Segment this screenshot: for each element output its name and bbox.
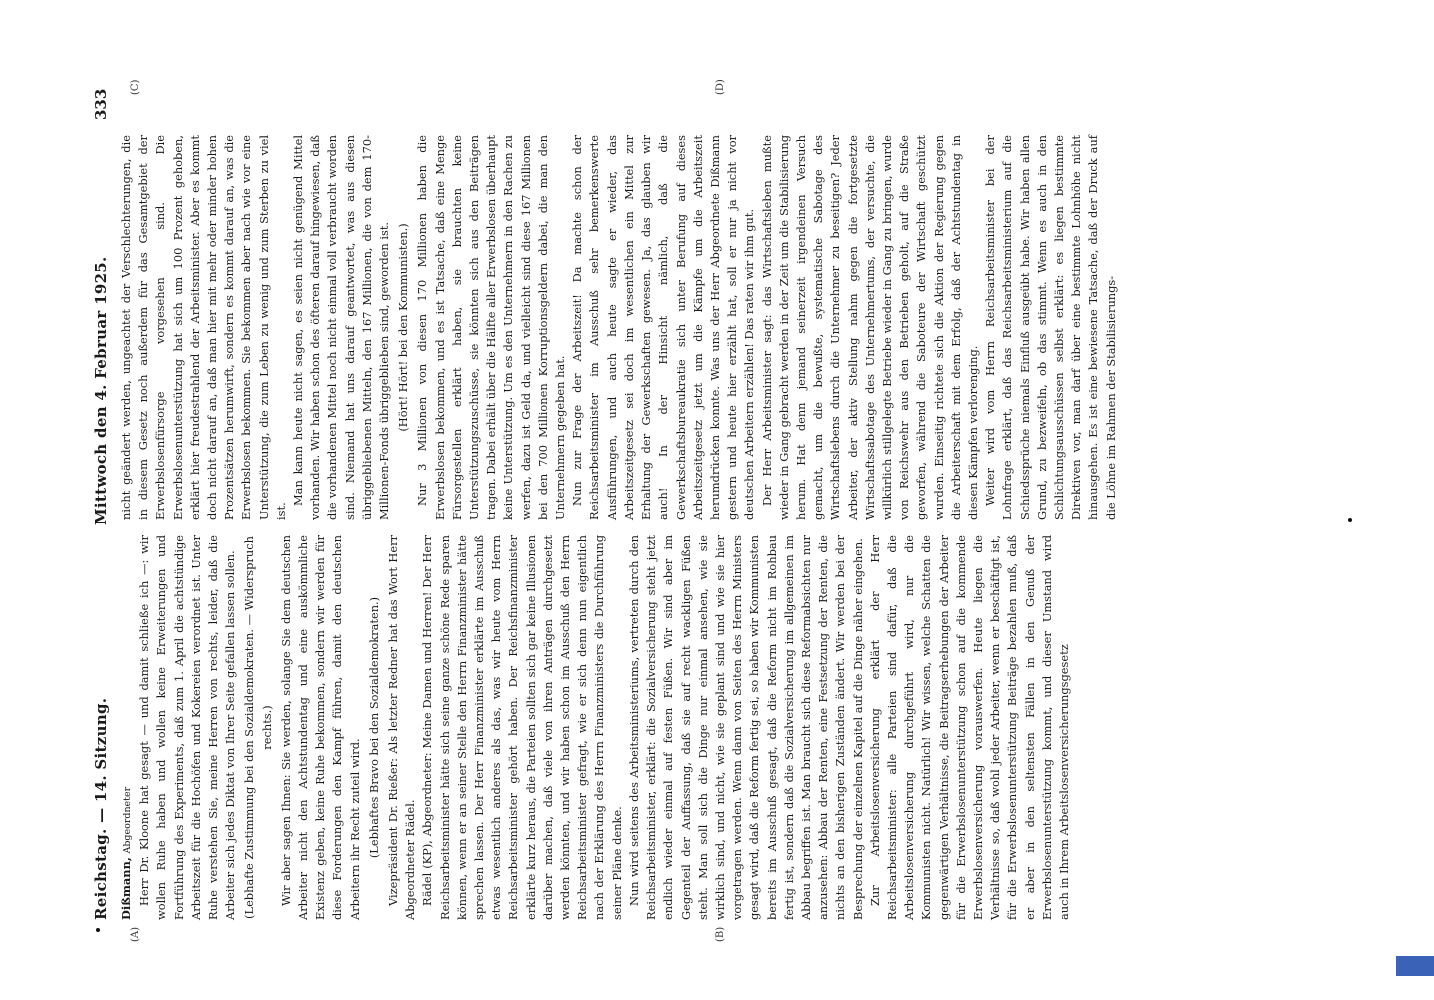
interjection: (Lebhafte Zustimmung bei den Sozialdemokraten. — Widerspruch rechts.) xyxy=(242,536,274,919)
paragraph: Nur 3 Millionen von diesen 170 Millionen haben die Erwerbslosen bekommen, und es ist Tatsache, daß eine Menge Fürsorgestellen erklärt haben, sie brauchten keine Unterstützungszuschüsse, sie könnten sich aus den Beiträgen tragen. Dabei erhält über die Hälfte aller Erwerbslosen überhaupt keine Unterstützung. Um es den Unternehmern in den Rachen zu werfen, dazu ist Geld da, und vielleicht sind diese 167 Millionen bei den 700 Millionen Korruptionsgeldern dabei, die man den Unternehmern gegeben hat. xyxy=(415,135,568,520)
running-header-left: Reichstag. — 14. Sitzung. xyxy=(92,697,110,920)
dfg-badge xyxy=(1396,956,1434,976)
interjection: (Lebhaftes Bravo bei den Sozialdemokraten.) xyxy=(366,596,381,859)
speaker-role: Abgeordneter xyxy=(122,786,133,854)
page-number: 333 xyxy=(92,88,110,120)
paragraph: Zur Arbeitslosenversicherung erklärt der Herr Reichsarbeitsminister: alle Parteien sind dafür, daß die Arbeitslosenversicherung durchgeführt wird, nur die Kommunisten nicht. Natürlich! Wir wissen, welche Schatten die gegenwärtigen Verhältnisse, die Beitragserhebungen der Arbeiter für die Erwerbslosenunterstützung schon auf die kommende Erwerbslosenversicherung vorauswerfen. Heute liegen die Verhältnisse so, daß wohl jeder Arbeiter, wenn er beschäftigt ist, für die Erwerbslosenunterstützung Beiträge bezahlen muß, daß er aber in den seltensten Fällen in den Genuß der Erwerbslosenunterstützung kommt, und dieser Umstand wird auch in Ihrem Arbeitslosenversicherungsgesetz xyxy=(867,535,1071,920)
paragraph: Weiter wird vom Herrn Reichsarbeitsminister bei der Lohnfrage erklärt, daß das Reichsarbeitsministerium auf die Schiedssprüche niemals Einfluß ausgeübt habe. Wir haben allen Grund, zu bezweifeln, ob das stimmt. Wenn es auch in den Schlichtungsausschüssen selbst erklärt: es liegen bestimmte Direktiven vor, man darf über eine bestimmte Lohnhöhe nicht hinausgehen. Es ist eine bewiesene Tatsache, daß der Druck auf die Löhne im Rahmen der Stabilisierungs- xyxy=(983,135,1118,520)
margin-marker-a: (A) xyxy=(130,926,141,942)
speaker-line xyxy=(118,535,136,920)
paragraph: Vizepräsident Dr. Rießer: Als letzter Redner hat das Wort Herr Abgeordneter Rädel. xyxy=(386,535,418,920)
paragraph: nicht geändert werden, ungeachtet der Verschlechterungen, die in diesem Gesetz noch außerdem für das Gesamtgebiet der Erwerbslosenfürsorge vorgesehen sind. Die Erwerbslosenunterstützung hat sich um 100 Prozent gehoben, erklärt hier freudestrahlend der Arbeitsminister. Aber es kommt doch nicht darauf an, daß man hier mit mehr oder minder hohen Prozentsätzen herumwirft, sondern es kommt darauf an, was die Erwerbslosen bekommen. Sie bekommen aber nach wie vor eine Unterstützung, die zum Leben zu wenig und zum Sterben zu viel ist. xyxy=(119,135,288,520)
paragraph: Der Herr Arbeitsminister sagt: das Wirtschaftsleben mußte wieder in Gang gebracht werden in der Zeit um die Stabilisierung herum. Hat denn jemand seinerzeit irgendeinen Versuch gemacht, um die bewußte, systematische Sabotage des Wirtschaftslebens durch die Unternehmer zu beseitigen? Jeder Arbeiter, der aktiv Stellung nahm gegen die fortgesetzte Wirtschaftssabotage des Unternehmertums, der versuchte, die willkürlich stillgelegte Betriebe wieder in Gang zu bringen, wurde von Reichswehr aus den Betrieben geholt, auf die Straße geworfen, während die Saboteure der Wirtschaft geschützt wurden. Einseitig richtete sich die Aktion der Regierung gegen die Arbeiterschaft mit dem Erfolg, daß der Achtstundentag in diesen Kämpfen verlorenging. xyxy=(759,135,980,520)
paragraph: Wir aber sagen Ihnen: Sie werden, solange Sie dem deutschen Arbeiter nicht den Achtstundentag und eine auskömmliche Existenz geben, keine Ruhe bekommen, sondern wir werden für diese Forderungen den Kampf führen, damit den deutschen Arbeitern ihr Recht zuteil wird. xyxy=(278,535,362,920)
paragraph: Herr Dr. Kloone hat gesagt — und damit schließe ich —: wir wollen Ruhe haben und wollen keine Erweiterungen und Fortführung des Experiments, daß zum 1. April die achtstündige Arbeitszeit für die Hochöfen und Kokereien verordnet ist. Unter Ruhe verstehen Sie, meine Herren von rechts, leider, daß die Arbeiter sich jedes Diktat von Ihrer Seite gefallen lassen sollen. xyxy=(137,535,238,920)
scan-speck xyxy=(1348,518,1352,522)
interjection: (Hört! Hört! bei den Kommunisten.) xyxy=(396,223,411,432)
paragraph: Nun zur Frage der Arbeitszeit! Da machte schon der Reichsarbeitsminister im Ausschuß sehr bemerkenswerte Ausführungen, und auch heute sagte er wieder, das Arbeitszeitgesetz sei doch im wesentlichen ein Mittel zur Erhaltung der Gewerkschaften gewesen. Ja, das glauben wir auch! In der Hinsicht nämlich, daß die Gewerkschaftsbureaukratie sich unter Berufung auf dieses Arbeitszeitgesetz jetzt um die Kämpfe um die Arbeitszeit herumdrücken konnte. Was uns der Herr Abgeordnete Dißmann gestern und heute hier erzählt hat, soll er nur ja nicht vor deutschen Arbeitern erzählen! Das raten wir ihm gut. xyxy=(570,135,757,520)
left-text-column xyxy=(118,535,1071,920)
margin-marker-c: (C) xyxy=(130,79,141,95)
paragraph: Man kann heute nicht sagen, es seien nicht genügend Mittel vorhanden. Wir haben schon des öfteren darauf hingewiesen, daß die vorhandenen Mittel noch nicht einmal voll verbraucht worden sind. Niemand hat uns darauf geantwortet, was aus diesen übriggebliebenen Mitteln, den 167 Millionen, die von dem 170-Millionen-Fonds übriggeblieben sind, geworden ist. xyxy=(291,135,392,520)
speaker-name: Dißmann, xyxy=(119,857,133,920)
paragraph: Nun wird seitens des Arbeitsministeriums, vertreten durch den Reichsarbeitsminister, erklärt: die Sozialversicherung steht jetzt endlich wieder einmal auf festen Füßen. Wir sind aber im Gegenteil der Auffassung, daß sie auf recht wackligen Füßen steht. Man soll sich die Dinge nur einmal ansehen, wie sie wirklich sind, und nicht, wie sie geplant sind und wie sie hier vorgetragen werden. Wenn dann von Seiten des Herrn Ministers gesagt wird, daß die Reform fertig sei, so haben wir Kommunisten bereits im Ausschuß gesagt, daß die Reform nicht im Rohbau fertig ist, sondern daß die Sozialversicherung im allgemeinen im Abbau begriffen ist. Man braucht sich diese Reformabsichten nur anzusehen: Abbau der Renten, eine Festsetzung der Renten, die nichts an den bisherigen Zuständen ändert. Wir werden bei der Besprechung der einzelnen Kapitel auf die Dinge näher eingehen. xyxy=(626,535,865,920)
margin-marker-b: (B) xyxy=(715,926,726,942)
digitization-credit xyxy=(1404,20,1424,980)
scan-speck xyxy=(96,928,100,932)
right-text-column xyxy=(118,135,1123,520)
paragraph: Rädel (KP), Abgeordneter: Meine Damen und Herren! Der Herr Reichsarbeitsminister hätte sich seine ganze schöne Rede sparen können, wenn er an seiner Stelle den Herrn Finanzminister hätte sprechen lassen. Der Herr Finanzminister erklärte im Ausschuß etwas wesentlich anderes als das, was wir heute vom Herrn Reichsarbeitsminister gehört haben. Der Reichsfinanzminister erklärte kurz heraus, die Parteien sollten sich gar keine Illusionen darüber machen, daß viele von ihren Anträgen durchgesetzt werden könnten, und wir haben schon im Ausschuß den Herrn Reichsarbeitsminister gefragt, wie er sich denn nun eigentlich nach der Erklärung des Herrn Finanzministers die Durchführung seiner Pläne denke. xyxy=(420,535,624,920)
running-header-right: Mittwoch den 4. Februar 1925. xyxy=(92,256,110,525)
margin-marker-d: (D) xyxy=(715,79,726,95)
digitization-credit-line xyxy=(1404,20,1424,980)
